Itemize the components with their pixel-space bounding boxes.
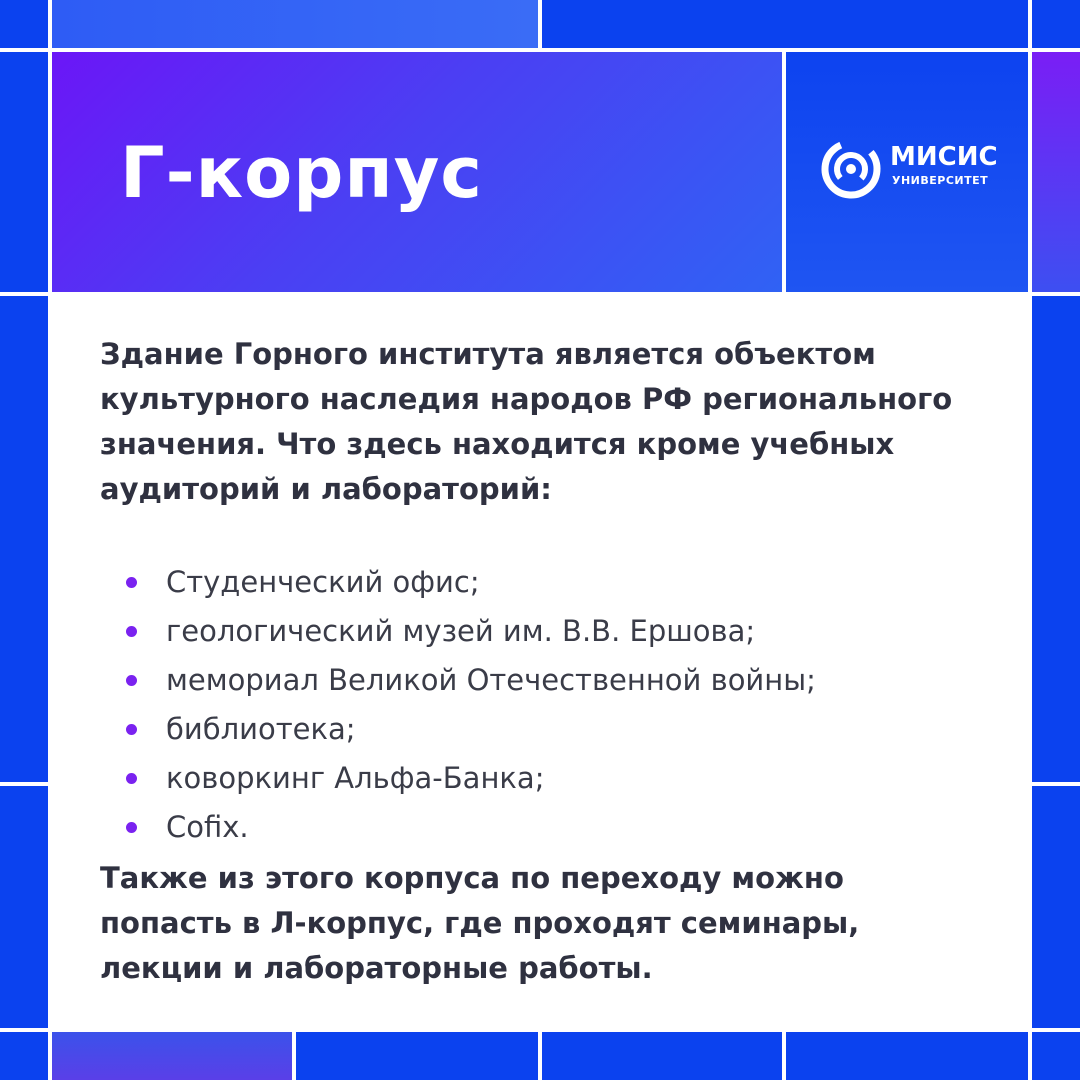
bg-tile-top-corner [1032,0,1080,48]
bullet-dot [126,822,137,833]
logo-subtitle: УНИВЕРСИТЕТ [892,174,989,187]
bg-tile-top-left [0,0,48,48]
bullet-dot [126,675,137,686]
grid-line [292,1028,296,1080]
bg-tile-right-lower [1032,786,1080,1028]
bg-tile-right-upper [1032,52,1080,292]
misis-logo [820,138,1000,200]
list-item [100,607,960,656]
bg-tile-right-middle [1032,296,1080,782]
list-item-label: геологический музей им. В.В. Ершова; [166,614,756,648]
list-item [100,803,960,852]
list-item-label: Cofix. [166,810,249,844]
content-card [52,296,1028,1028]
grid-line [0,1028,1080,1032]
bullet-dot [126,577,137,588]
bg-tile-top-middle [52,0,538,48]
bg-tile-bottom-corner-right [1032,1032,1080,1080]
list-item [100,705,960,754]
page-title: Г-корпус [120,132,483,214]
list-item-label: коворкинг Альфа-Банка; [166,761,545,795]
list-item-label: Студенческий офис; [166,565,480,599]
bullet-dot [126,724,137,735]
grid-line [1028,782,1080,786]
bullet-dot [126,626,137,637]
grid-line [0,782,52,786]
list-item [100,656,960,705]
grid-line [782,1028,786,1080]
misis-logo-icon [820,138,882,200]
list-item-label: мемориал Великой Отечественной войны; [166,663,816,697]
bg-tile-bottom-left [52,1032,292,1080]
grid-line [538,1028,542,1080]
grid-line [538,0,542,48]
bg-tile-left-lower [0,786,48,1028]
bg-tile-left-upper [0,52,48,292]
intro-paragraph: Здание Горного института является объектом культурного наследия народов РФ регионального значения. Что здесь находится кроме учебных аудиторий и лабораторий: [100,337,953,506]
bg-tile-top-right [542,0,1028,48]
facilities-list [100,558,960,852]
list-item [100,558,960,607]
list-item-label: библиотека; [166,712,356,746]
bg-tile-bottom-middle [296,1032,538,1080]
outro-paragraph: Также из этого корпуса по переходу можно попасть в Л-корпус, где проходят семинары, лекции и лабораторные работы. [100,861,860,985]
bg-tile-bottom-corner [0,1032,48,1080]
list-item [100,754,960,803]
bg-tile-left-middle [0,296,48,782]
bullet-dot [126,773,137,784]
logo-name: МИСИС [890,142,998,172]
